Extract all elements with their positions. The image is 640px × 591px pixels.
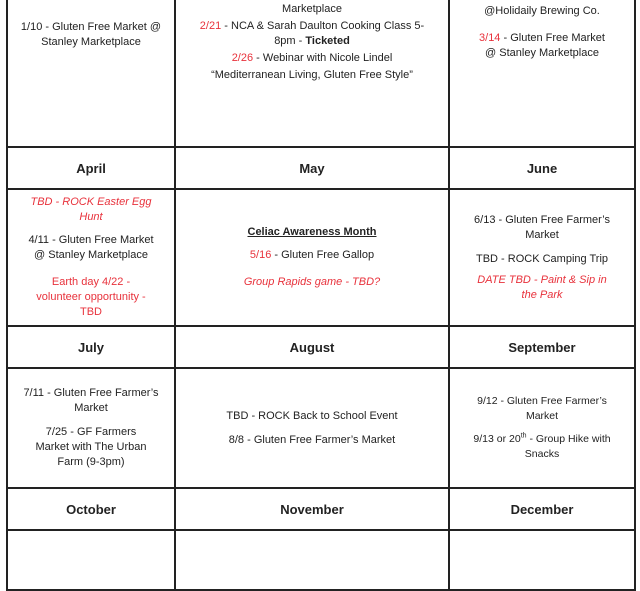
event-item: 3/14 - Gluten Free Market @ Stanley Marketplace	[479, 32, 605, 59]
event-item: 7/25 - GF Farmers Market with The Urban Farm (9-3pm)	[35, 426, 147, 468]
event-item: 2/21 - NCA & Sarah Daulton Cooking Class 5-8pm - Ticketed	[199, 20, 425, 47]
month-header-june: June	[449, 147, 635, 189]
month-header-september: September	[449, 326, 635, 368]
month-header-november: November	[175, 488, 449, 530]
event-date: 3/14	[479, 32, 501, 44]
event-item: 2/26 - Webinar with Nicole Lindel	[231, 52, 393, 64]
event-item: 5/16 - Gluten Free Gallop	[249, 249, 375, 261]
month-header-december: December	[449, 488, 635, 530]
event-item: Earth day 4/22 - volunteer opportunity - TBD	[36, 276, 146, 318]
event-item: 8/8 - Gluten Free Farmer’s Market	[228, 433, 396, 446]
event-item: 4/11 - Gluten Free Market @ Stanley Marketplace	[28, 234, 154, 261]
month-header-may: May	[175, 147, 449, 189]
may-cell	[175, 189, 449, 326]
june-cell	[449, 189, 635, 326]
april-cell	[7, 189, 175, 326]
q3-events-row	[7, 368, 635, 488]
december-cell	[449, 530, 635, 590]
event-date: 2/21	[199, 20, 222, 32]
q3-header-row	[7, 326, 635, 368]
event-item: DATE TBD - Paint & Sip in the Park	[477, 273, 607, 301]
october-cell	[7, 530, 175, 590]
march-cell	[449, 0, 635, 147]
month-header-august: August	[175, 326, 449, 368]
event-item: 7/11 - Gluten Free Farmer’s Market	[23, 387, 159, 414]
q2-header-row	[7, 147, 635, 189]
event-item-continued: Marketplace	[282, 3, 342, 15]
september-cell	[449, 368, 635, 488]
event-item: TBD - ROCK Easter Egg Hunt	[30, 196, 152, 223]
event-item: 1/10 - Gluten Free Market @ Stanley Marketplace	[20, 21, 162, 48]
event-item-continued: @Holidaily Brewing Co.	[484, 5, 600, 17]
q2-events-row	[7, 189, 635, 326]
month-theme-title: Celiac Awareness Month	[247, 226, 377, 238]
event-item: 6/13 - Gluten Free Farmer’s Market	[474, 213, 610, 241]
month-header-october: October	[7, 488, 175, 530]
event-item-subtitle: “Mediterranean Living, Gluten Free Style”	[211, 69, 413, 81]
event-item: Group Rapids game - TBD?	[243, 276, 381, 288]
event-date: 5/16	[249, 249, 272, 261]
july-cell	[7, 368, 175, 488]
event-date: 2/26	[231, 52, 254, 64]
november-cell	[175, 530, 449, 590]
q4-events-row	[7, 530, 635, 590]
month-header-july: July	[7, 326, 175, 368]
february-cell	[175, 0, 449, 147]
q1-events-row	[7, 0, 635, 147]
event-item: TBD - ROCK Back to School Event	[226, 409, 398, 422]
month-header-april: April	[7, 147, 175, 189]
january-cell	[7, 0, 175, 147]
events-calendar-table	[6, 0, 636, 591]
event-item: 9/13 or 20th - Group Hike with Snacks	[473, 432, 611, 460]
event-item: 9/12 - Gluten Free Farmer’s Market	[477, 395, 607, 422]
ticketed-label: Ticketed	[305, 35, 350, 47]
august-cell	[175, 368, 449, 488]
q4-header-row	[7, 488, 635, 530]
event-item: TBD - ROCK Camping Trip	[475, 252, 609, 265]
